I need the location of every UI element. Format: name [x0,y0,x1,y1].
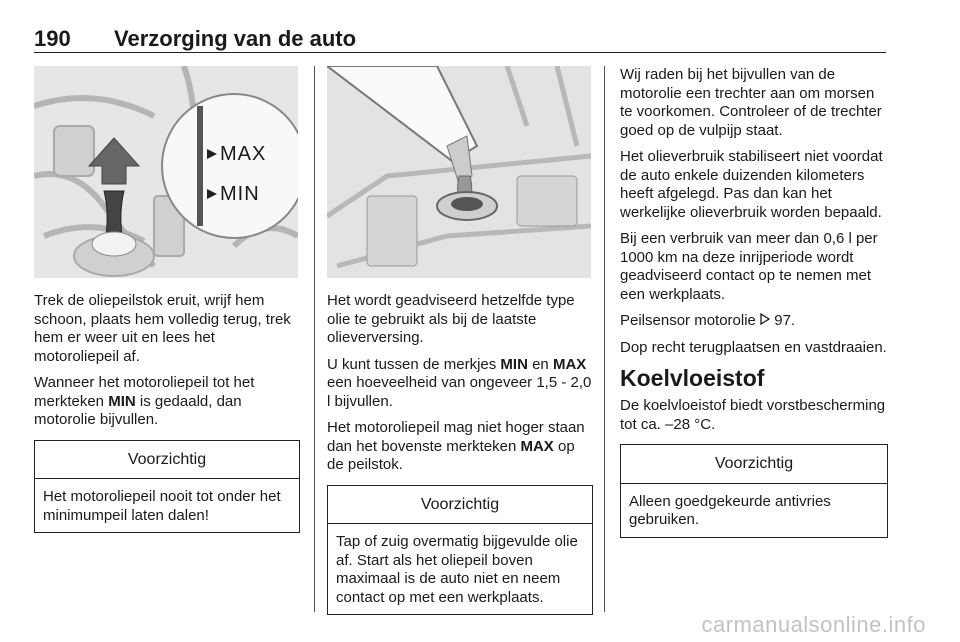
max-label: MAX [220,143,267,165]
caution-title: Voorzichtig [35,441,299,480]
column-divider [604,66,605,612]
paragraph: Dop recht terugplaatsen en vastdraaien. [620,338,887,356]
column-2 [327,292,593,615]
paragraph: Peilsensor motorolie 97. [620,312,796,329]
column-3 [620,66,888,538]
caution-box [620,444,888,538]
min-label: MIN [220,183,260,205]
paragraph: Het motoroliepeil mag niet hoger staan dan het bovenste merkteken MAX op de peilstok. [327,419,585,473]
paragraph: Trek de oliepeilstok eruit, wrijf hem schoon, plaats hem volledig terug, trek hem er weer uit en lees het motorоliepeil af. [34,292,291,365]
section-heading: Koelvloeistof [620,365,765,391]
page-number: 190 [34,26,71,51]
paragraph: Wanneer het motoroliepeil tot het merkteken MIN is gedaald, dan motorolie bijvullen. [34,374,255,428]
caution-title: Voorzichtig [328,486,592,525]
paragraph: Bij een verbruik van meer dan 0,6 l per 1000 km na deze inrijperiode wordt geadviseerd contact op te nemen met een werkplaats. [620,230,878,303]
caution-body: Tap of zuig overmatig bijgevulde olie af. Start als het oliepeil boven maximaal is de auto niet en neem contact op met een werkplaats. [336,533,578,606]
chapter-title: Verzorging van de auto [114,26,357,51]
column-divider [314,66,315,612]
oil-filling-illustration [327,66,591,278]
column-1 [34,292,300,533]
caution-body: Alleen goedgekeurde antivries gebruiken. [629,492,831,528]
paragraph: De koelvloeistof biedt vorstbescherming tot ca. –28 °C. [620,397,886,433]
page-reference-link[interactable]: 97. [770,312,796,329]
paragraph: Wij raden bij het bijvullen van de motorolie een trechter aan om morsen te voorkomen. Controleer of de trechter goed op de vulpijp staat. [620,66,882,139]
caution-body: Het motoroliepeil nooit tot onder het minimumpeil laten dalen! [43,488,281,524]
paragraph: U kunt tussen de merkjes MIN en MAX een hoeveelheid van ongeveer 1,5 - 2,0 l bijvullen. [327,355,592,410]
caution-box [327,485,593,616]
paragraph: Het wordt geadviseerd hetzelfde type olie te gebruikt als bij de laatste olieverversing. [327,292,575,346]
paragraph: Het olieverbruik stabiliseert niet voordat de auto enkele duizenden kilometers heeft afgelegd. Pas dan kan het werkelijke olieverbruik worden bepaald. [620,148,883,221]
caution-title: Voorzichtig [621,445,887,484]
watermark: carmanualsonline.info [701,612,926,637]
dipstick-illustration [34,66,298,278]
page-header [34,22,886,53]
caution-box [34,440,300,534]
page-ref-arrow-icon [760,312,770,331]
